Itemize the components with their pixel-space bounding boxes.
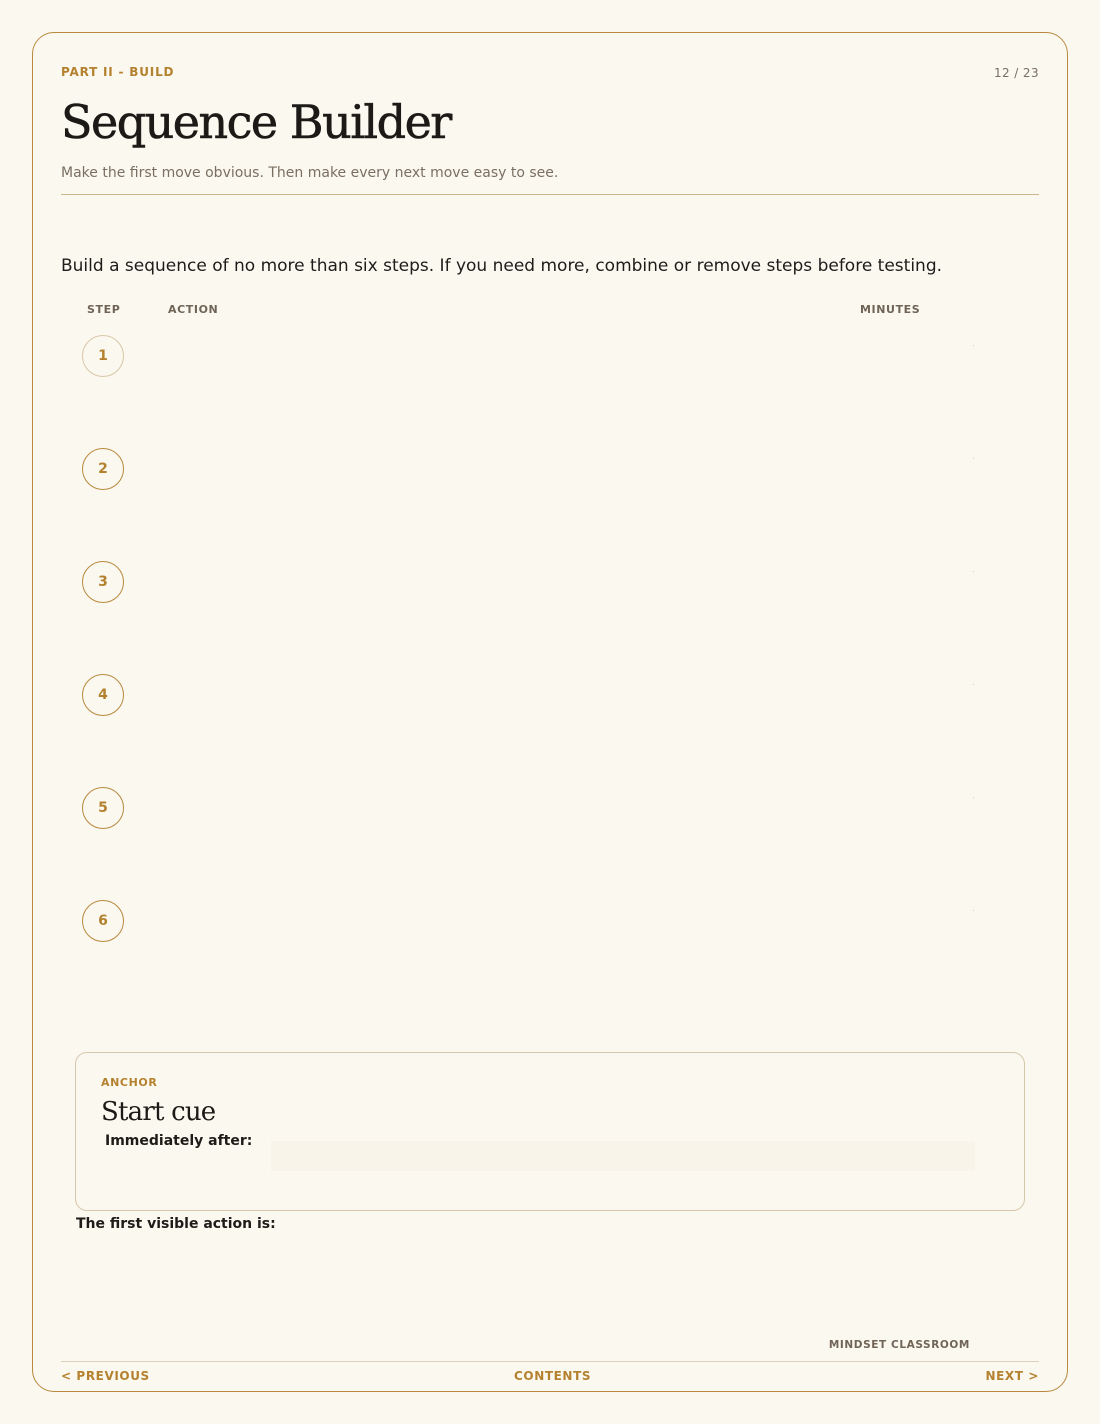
column-header-minutes: MINUTES [860,303,921,316]
step-3-minutes-input[interactable] [858,565,976,601]
step-1-minutes-input[interactable] [858,339,976,375]
step-number-badge: 1 [82,335,124,377]
step-number-badge: 6 [82,900,124,942]
step-number-badge: 4 [82,674,124,716]
page-subtitle: Make the first move obvious. Then make every next move easy to see. [61,165,559,181]
next-link[interactable]: NEXT > [985,1369,1039,1383]
footer-divider [61,1361,1039,1362]
row-marker [973,910,974,911]
first-action-input[interactable] [76,1241,1028,1305]
instructions: Build a sequence of no more than six steps. If you need more, combine or remove steps before testing. [61,256,943,276]
row-marker [973,571,974,572]
step-row-1 [82,335,1022,381]
worksheet-page [32,32,1068,1392]
brand-name: MINDSET CLASSROOM [828,1339,970,1351]
step-6-minutes-input[interactable] [858,904,976,940]
step-3-action-input[interactable] [166,565,850,601]
column-header-step: STEP [87,303,121,316]
step-2-minutes-input[interactable] [858,452,976,488]
row-marker [973,797,974,798]
step-row-5 [82,787,1022,833]
step-row-2 [82,448,1022,494]
previous-link[interactable]: < PREVIOUS [61,1369,150,1383]
page-title: Sequence Builder [61,95,451,149]
section-eyebrow: PART II - BUILD [61,65,175,79]
step-5-minutes-input[interactable] [858,791,976,827]
row-marker [973,345,974,346]
contents-link[interactable]: CONTENTS [514,1369,592,1383]
step-4-minutes-input[interactable] [858,678,976,714]
step-row-4 [82,674,1022,720]
page-number: 12 / 23 [993,66,1039,80]
step-5-action-input[interactable] [166,791,850,827]
start-cue-label: Immediately after: [105,1133,253,1149]
step-row-3 [82,561,1022,607]
first-action-label: The first visible action is: [76,1216,276,1232]
step-number-badge: 5 [82,787,124,829]
step-6-action-input[interactable] [166,904,850,940]
step-2-action-input[interactable] [166,452,850,488]
anchor-title: Start cue [101,1097,216,1127]
header-divider [61,194,1039,195]
start-cue-input[interactable] [271,1141,975,1171]
step-1-action-input[interactable] [166,339,850,375]
row-marker [973,458,974,459]
step-4-action-input[interactable] [166,678,850,714]
step-row-6 [82,900,1022,946]
column-header-action: ACTION [168,303,219,316]
row-marker [973,684,974,685]
step-number-badge: 3 [82,561,124,603]
anchor-card [75,1052,1025,1211]
anchor-eyebrow: ANCHOR [101,1076,158,1089]
step-number-badge: 2 [82,448,124,490]
